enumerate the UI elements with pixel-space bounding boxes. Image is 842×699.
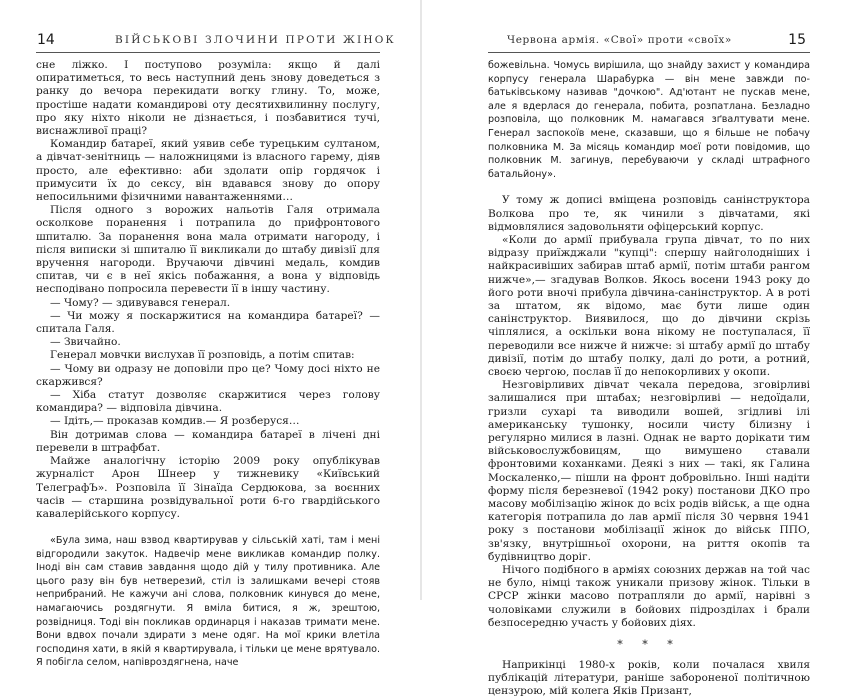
quote-block: божевільна. Чомусь вирішила, що знайду захист у командира корпусу генерала Шарабурка — він мене завжди по-батьківському називав "дочкою". Ад'ютант не пускав мене, але я вдерлася до генерала, побита, розпатлана. Безладно розповіла, що полковник М. намагався зґвалтувати мене. Генерал заспокоїв мене, сказавши, що я більше не побачу полковника М. За місяць командир моєї роти повідомив, що полковник М. загинув, перебуваючи у складі штрафного батальйону». <box>488 60 810 180</box>
right-page-header <box>422 34 842 50</box>
paragraph: сне ліжко. І поступово розуміла: якщо й далі опиратиметься, то весь наступний день знову доведеться з ранку до вечора перекидати вогку глину. То, може, простіше надати командирові оту десятихвилинну послугу, про яку ніхто ніколи не дізнається, і позбавитися тучі, виснажливої праці? <box>36 59 380 138</box>
paragraph: У тому ж дописі вміщена розповідь санінструктора Волкова про те, як чинили з дівчатами, які відмовлялися задовольняти офіцерський корпус. <box>488 194 810 233</box>
dialogue-line: — Хіба статут дозволяє скаржитися через голову командира? — відповіла дівчина. <box>36 389 380 415</box>
dialogue-line: — Чому ви одразу не доповіли про це? Чому досі ніхто не скаржився? <box>36 362 380 388</box>
right-page-body <box>488 59 810 699</box>
paragraph: «Коли до армії прибувала група дівчат, то по них відразу приїжджали "купці": спершу найголодніших і найкрасивіших забирав штаб армії, потім штаби рангом нижче»,— згадував Волков. Якось восени 1943 року до його роти вночі прибула дівчина-санінструктор. А в роті за штатом, як відомо, має бути лише один санінструктор. Виявилося, що до дівчини скрізь чіплялися, а оскільки вона нікому не поступалася, її переводили все нижче й нижче: зі штабу армії до штабу дивізії, потім до штабу полку, далі до роти, а ротний, своєю чергою, послав її до непокорливих у окопи. <box>488 233 810 378</box>
running-head-right: Червона армія. «Свої» проти «своїх» <box>507 34 732 46</box>
paragraph: Нічого подібного в арміях союзних держав на той час не було, німці також уникали призову жінок. Тільки в СРСР жінки масово потрапляли до армії, нарівні з чоловіками служили в бойових підрозділах і брали безпосередню участь у бойових діях. <box>488 564 810 629</box>
left-page-header <box>0 34 420 50</box>
page-number-left: 14 <box>37 32 55 48</box>
paragraph: Майже аналогічну історію 2009 року опублікував журналіст Арон Шнеер у тижневику «Київський ТелеграфЪ». Розповіла її Зінаїда Сердюкова, за воєнних часів — старшина розвідувальної роти 6-го гвардійського кавалерійського корпусу. <box>36 455 380 520</box>
paragraph: Генерал мовчки вислухав її розповідь, а потім спитав: <box>50 349 355 362</box>
page-number-right: 15 <box>788 32 806 48</box>
paragraph: Незговірливих дівчат чекала передова, зговірливі залишалися при штабах; незговірливі — недоїдали, гризли сухарі та виводили вошей, згідливі ілі американську тушонку, носили чисту білизну і регулярно милися в лазні. Однак не варто дорікати тим військовослужбовицям, що вимушено ставали фронтовими коханками. Деякі з них — такі, як Галина Москаленко,— пішли на фронт добровільно. Інші надіти форму після березневої (1942 року) постанови ДКО про масову мобілізацію жінок до всіх родів військ, а ще одна категорія потрапила до лав армії після 30 червня 1941 року з постанови мобілізації жінок до військ ППО, зв'язку, внутрішньої охорони, на риття окопів та будівництво доріг. <box>488 379 810 563</box>
quote-block: «Була зима, наш взвод квартирував у сільській хаті, там і мені відгородили закуток. Надвечір мене викликав командир полку. Іноді він сам ставив завдання щодо дій у тилу противника. Але цього разу він був нетверезий, стіл із залишками вечері стояв неприбраний. Не кажучи ані слова, полковник кинувся до мене, намагаючись роздягнути. Я вміла битися, я ж, зрештою, розвідниця. Тоді він покликав ординарця і наказав тримати мене. Вони вдвох почали здирати з мене одяг. На мої крики влетіла господиня хати, в якій я квартирувала, і тільки це мене врятувало. Я побігла селом, напівроздягнена, наче <box>36 535 380 669</box>
dialogue-line: — Чи можу я поскаржитися на командира батареї? — спитала Галя. <box>36 309 380 336</box>
paragraph: Він дотримав слова — командира батареї в лічені дні перевели в штрафбат. <box>36 428 380 454</box>
left-page-body <box>36 59 380 670</box>
section-separator: * * * <box>617 638 681 652</box>
dialogue-line: — Чому? — здивувався генерал. <box>50 296 231 309</box>
header-rule-right <box>488 52 810 53</box>
paragraph: Командир батареї, який уявив себе турецьким султаном, а дівчат-зенітниць — наложницями із власного гарему, діяв просто, але ефективно: аби здолати опір гордячок і примусити їх до сексу, він вдавався знову до опору непосильними фізичними навантаженнями… <box>36 138 380 204</box>
dialogue-line: — Ідіть,— проказав комдив.— Я розберуся… <box>50 415 300 428</box>
left-page <box>0 0 420 669</box>
header-rule-left <box>36 52 380 53</box>
right-page <box>422 0 842 698</box>
paragraph: Наприкінці 1980-х років, коли почалася хвиля публікацій літератури, раніше забороненої політичною цензурою, мій колега Яків Призант, <box>488 659 810 698</box>
dialogue-line: — Звичайно. <box>50 336 121 349</box>
running-head-left: ВІЙСЬКОВІ ЗЛОЧИНИ ПРОТИ ЖІНОК <box>115 34 396 46</box>
paragraph: Після одного з ворожих нальотів Галя отримала осколкове поранення і потрапила до прифронтового шпиталю. За поранення вона мала отримати нагороду, і після виписки зі шпиталю її викликали до штабу дивізії для вручення нагороди. Вручаючи дівчині медаль, комдив спитав, чи є в неї якісь побажання, а вона у відповідь несподівано попросила перевести її в іншу частину. <box>36 204 380 296</box>
